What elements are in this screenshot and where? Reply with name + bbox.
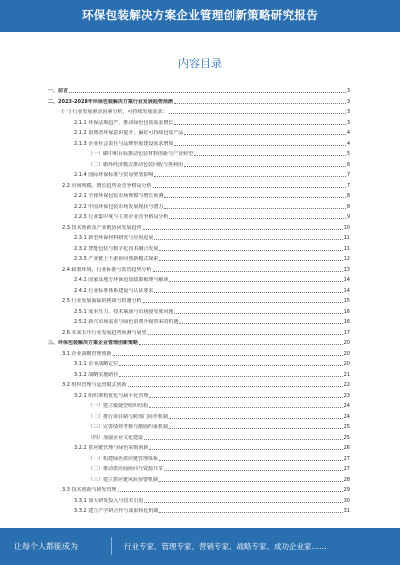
document-title: 环保包装解决方案企业管理创新策略研究报告 bbox=[82, 8, 318, 22]
toc-entry-page: 22 bbox=[343, 382, 350, 388]
toc-entry[interactable] bbox=[74, 193, 350, 199]
toc-entry-page: 27 bbox=[343, 455, 350, 462]
toc-entry[interactable] bbox=[74, 309, 350, 315]
toc-entry[interactable] bbox=[74, 361, 350, 367]
toc-leader-dots bbox=[159, 260, 342, 261]
toc-entry[interactable] bbox=[74, 214, 350, 220]
toc-leader-dots bbox=[169, 218, 345, 219]
toc-entry[interactable] bbox=[74, 256, 350, 262]
toc-entry-label: 2.2 市场规模、增长趋势及竞争格局分析 bbox=[62, 182, 152, 189]
toc-leader-dots bbox=[143, 302, 343, 303]
toc-entry-label: 3.3 技术创新与研发管理 bbox=[62, 487, 117, 493]
toc-leader-dots bbox=[164, 197, 345, 198]
toc-entry-page: 24 bbox=[343, 403, 350, 409]
toc-entry-label: 2.5.1 成本压力、技术瓶颈与市场接受度问题 bbox=[74, 308, 174, 315]
toc-entry-label: （二）推行项目制与跨部门协作机制 bbox=[88, 413, 169, 420]
toc-entry-page: 26 bbox=[343, 445, 350, 451]
toc-leader-dots bbox=[169, 281, 342, 282]
toc-leader-dots bbox=[174, 124, 345, 125]
toc-entry-page: 3 bbox=[346, 109, 350, 115]
toc-entry[interactable] bbox=[74, 120, 350, 126]
toc-leader-dots bbox=[69, 92, 346, 93]
toc-entry[interactable] bbox=[62, 330, 350, 336]
toc-entry[interactable] bbox=[74, 235, 350, 241]
toc-entry[interactable] bbox=[88, 414, 350, 420]
toc-leader-dots bbox=[184, 166, 346, 167]
toc-entry-label: 3.1 企业战略管理创新 bbox=[62, 350, 112, 357]
toc-entry-page: 16 bbox=[343, 319, 350, 325]
toc-entry-page: 28 bbox=[343, 476, 350, 483]
toc-leader-dots bbox=[159, 250, 342, 251]
toc-entry-page: 12 bbox=[343, 256, 350, 262]
toc-entry-label: 3.3.2 建立产学研合作与成果转化机制 bbox=[74, 508, 159, 514]
toc-entry-label: 3.1.2 战略实施路径 bbox=[74, 371, 119, 378]
toc-entry[interactable] bbox=[62, 225, 350, 231]
toc-leader-dots bbox=[184, 134, 345, 135]
toc-entry-label: 2.1.3 企业社会责任与品牌形象建设需求增加 bbox=[74, 140, 174, 147]
toc-entry-page: 7 bbox=[346, 182, 350, 189]
toc-entry-label: 3.2.1 组织架构优化与扁平化管理 bbox=[74, 392, 149, 399]
toc-entry-page: 8 bbox=[346, 203, 350, 210]
toc-entry[interactable] bbox=[74, 172, 350, 178]
toc-entry-page: 20 bbox=[343, 340, 350, 346]
toc-entry-page: 14 bbox=[343, 287, 350, 294]
toc-entry[interactable] bbox=[74, 246, 350, 252]
toc-leader-dots bbox=[169, 428, 343, 429]
toc-entry[interactable] bbox=[88, 403, 350, 409]
toc-entry[interactable] bbox=[62, 183, 350, 189]
toc-entry-label: （四）加强企业文化建设 bbox=[88, 434, 144, 441]
toc-leader-dots bbox=[159, 460, 343, 461]
toc-entry[interactable] bbox=[74, 130, 350, 136]
toc-entry-page: 17 bbox=[343, 329, 350, 336]
toc-entry-page: 30 bbox=[343, 497, 350, 504]
toc-leader-dots bbox=[159, 481, 343, 482]
toc-entry-label: 2.2.1 全球环保包装市场规模与增长预测 bbox=[74, 193, 164, 199]
toc-entry-label: 2.2.2 中国环保包装市场发展现状与潜力 bbox=[74, 203, 164, 210]
toc-entry-page: 6 bbox=[346, 161, 350, 168]
toc-leader-dots bbox=[144, 502, 342, 503]
toc-entry[interactable] bbox=[62, 298, 350, 304]
toc-entry-page: 25 bbox=[343, 424, 350, 430]
toc-entry[interactable] bbox=[48, 99, 350, 105]
toc-entry[interactable] bbox=[62, 382, 350, 388]
toc-leader-dots bbox=[149, 449, 342, 450]
toc-entry-page: 4 bbox=[346, 130, 350, 136]
toc-entry-page: 27 bbox=[343, 466, 350, 472]
toc-entry-page: 14 bbox=[343, 277, 350, 283]
toc-entry-label: 3.2.2 供应链管理与绿色采购创新 bbox=[74, 445, 149, 451]
toc-entry-label: 2.3.3 产业链上下游协同创新模式探索 bbox=[74, 256, 159, 262]
toc-entry[interactable] bbox=[88, 477, 350, 483]
toc-entry-label: 2.4.1 国家及地方环保包装政策梳理与解读 bbox=[74, 277, 169, 283]
toc-entry[interactable] bbox=[62, 351, 350, 357]
toc-entry[interactable] bbox=[88, 466, 350, 472]
toc-entry-page: 23 bbox=[343, 392, 350, 399]
toc-entry[interactable] bbox=[74, 141, 350, 147]
toc-entry[interactable] bbox=[74, 372, 350, 378]
toc-leader-dots bbox=[159, 512, 342, 513]
toc-entry-page: 10 bbox=[343, 224, 350, 231]
toc-entry-label: 2.3.1 新型环保材料研发与应用进展 bbox=[74, 235, 154, 241]
toc-leader-dots bbox=[194, 155, 346, 156]
toc-entry-page: 3 bbox=[346, 88, 350, 94]
toc-leader-dots bbox=[149, 407, 343, 408]
toc-entry[interactable] bbox=[74, 288, 350, 294]
toc-leader-dots bbox=[154, 239, 342, 240]
toc-entry-label: 二、2023-2028年环保包装解决方案行业发展趋势预测 bbox=[48, 98, 173, 105]
toc-entry[interactable] bbox=[88, 456, 350, 462]
toc-entry-page: 3 bbox=[346, 119, 350, 126]
toc-entry[interactable] bbox=[74, 508, 350, 514]
toc-leader-dots bbox=[179, 323, 342, 324]
toc-entry-page: 20 bbox=[343, 350, 350, 357]
toc-entry[interactable] bbox=[74, 498, 350, 504]
toc-leader-dots bbox=[164, 208, 345, 209]
toc-entry-label: 2.2.3 行业集中度与主要企业竞争格局分析 bbox=[74, 214, 169, 220]
toc-entry-label: （二）循环经济模式推动包装回收与再利用 bbox=[88, 161, 184, 168]
toc-entry-label: 2.4 政策环境、行业标准与监管趋势分析 bbox=[62, 266, 152, 273]
toc-entry[interactable] bbox=[48, 340, 350, 346]
toc-leader-dots bbox=[144, 439, 343, 440]
toc-leader-dots bbox=[169, 113, 346, 114]
toc-entry-page: 7 bbox=[346, 172, 350, 178]
footer-bar bbox=[0, 528, 400, 565]
toc-entry-label: 3.1.1 企业战略定位 bbox=[74, 361, 119, 367]
toc-leader-dots bbox=[164, 470, 343, 471]
toc-entry-label: 2.6 未来五年行业发展趋势预测与展望 bbox=[62, 329, 147, 336]
toc-entry[interactable] bbox=[74, 204, 350, 210]
toc-leader-dots bbox=[128, 386, 343, 387]
toc-entry-page: 24 bbox=[343, 413, 350, 420]
toc-entry-label: （一）碳中和目标推动包装材料创新与产业转型 bbox=[88, 151, 194, 157]
toc-entry-page: 29 bbox=[343, 487, 350, 493]
toc-leader-dots bbox=[119, 376, 342, 377]
toc-leader-dots bbox=[119, 365, 342, 366]
toc-entry-label: 3.2 组织管理与运营模式创新 bbox=[62, 382, 127, 388]
toc-entry-label: 3.3.1 加大研发投入与技术引进 bbox=[74, 497, 144, 504]
toc-entry-label: 2.3.2 智能包装与数字化技术融合发展 bbox=[74, 245, 159, 252]
toc-leader-dots bbox=[153, 187, 346, 188]
footer-tagline: 行业专家、管理专家、营销专家、战略专家、成功企业家…… bbox=[124, 542, 327, 551]
toc-entry-label: （三）完善绩效考核与激励约束机制 bbox=[88, 424, 169, 430]
footer-slogan: 让每个人都能成为 bbox=[14, 542, 78, 551]
toc-entry[interactable] bbox=[48, 88, 350, 94]
toc-entry-label: 2.4.2 行业标准体系建设与认证要求 bbox=[74, 287, 154, 294]
toc-entry[interactable] bbox=[74, 393, 350, 399]
toc-entry[interactable] bbox=[74, 445, 350, 451]
toc-entry-page: 8 bbox=[346, 193, 350, 199]
toc-entry-page: 11 bbox=[343, 245, 350, 252]
toc-entry-page: 20 bbox=[343, 361, 350, 367]
toc-entry-page: 16 bbox=[343, 308, 350, 315]
toc-leader-dots bbox=[113, 355, 343, 356]
toc-entry-page: 25 bbox=[343, 434, 350, 441]
toc-entry-label: （二）推动供应商协同与资源共享 bbox=[88, 466, 164, 472]
toc-entry-page: 9 bbox=[346, 214, 350, 220]
toc-leader-dots bbox=[153, 271, 343, 272]
toc-entry-label: （三）建立供应链风险预警机制 bbox=[88, 476, 159, 483]
toc-entry-label: (一) 行业发展驱动因素分析，可持续发展需求： bbox=[62, 109, 168, 115]
toc-entry-label: （一）构建绿色供应链管理体系 bbox=[88, 455, 159, 462]
toc-entry-label: 2.1.2 消费者环保意识提升，偏好可持续包装产品 bbox=[74, 130, 184, 136]
toc-entry-page: 4 bbox=[346, 140, 350, 147]
footer-divider bbox=[111, 537, 112, 555]
toc-entry-label: 2.5.2 新兴市场需求与绿色消费升级带来的机遇 bbox=[74, 319, 179, 325]
toc-leader-dots bbox=[174, 145, 345, 146]
toc-title: 内容目录 bbox=[178, 57, 222, 70]
toc-leader-dots bbox=[139, 344, 343, 345]
toc-leader-dots bbox=[118, 491, 343, 492]
toc-entry-label: 2.3 技术创新及产业链协同发展趋势 bbox=[62, 224, 142, 231]
toc-entry[interactable] bbox=[74, 277, 350, 283]
toc-leader-dots bbox=[169, 418, 343, 419]
toc-leader-dots bbox=[174, 103, 346, 104]
toc-leader-dots bbox=[154, 292, 342, 293]
toc-entry-page: 5 bbox=[346, 151, 350, 157]
toc-entry-label: （一）建立敏捷型组织结构 bbox=[88, 403, 149, 409]
toc-entry-label: 三、环保包装解决方案企业管理创新策略 bbox=[48, 340, 139, 346]
toc-entry-label: 2.1.1 环保法规趋严，推动绿色包装需求增长 bbox=[74, 119, 174, 126]
toc-entry[interactable] bbox=[88, 424, 350, 430]
toc-entry-page: 31 bbox=[343, 508, 350, 514]
toc-entry-page: 21 bbox=[343, 371, 350, 378]
toc-entry[interactable] bbox=[62, 109, 350, 115]
toc-entry[interactable] bbox=[62, 267, 350, 273]
toc-entry-page: 11 bbox=[343, 235, 350, 241]
toc-entry-label: 2.1.4 国际环保标准与贸易壁垒影响 bbox=[74, 172, 154, 178]
toc-entry[interactable] bbox=[88, 162, 350, 168]
toc-leader-dots bbox=[174, 313, 342, 314]
toc-leader-dots bbox=[143, 229, 343, 230]
toc-entry-label: 一、前言 bbox=[48, 88, 69, 94]
toc-entry-page: 15 bbox=[343, 298, 350, 304]
toc-entry[interactable] bbox=[74, 319, 350, 325]
toc-entry-page: 3 bbox=[346, 98, 350, 105]
toc-entry[interactable] bbox=[88, 435, 350, 441]
toc-leader-dots bbox=[148, 334, 343, 335]
toc-entry[interactable] bbox=[88, 151, 350, 157]
toc-entry[interactable] bbox=[62, 487, 350, 493]
toc-entry-page: 13 bbox=[343, 266, 350, 273]
toc-leader-dots bbox=[149, 397, 342, 398]
toc-entry-label: 2.5 行业发展面临的挑战与机遇分析 bbox=[62, 298, 142, 304]
toc-leader-dots bbox=[154, 176, 345, 177]
